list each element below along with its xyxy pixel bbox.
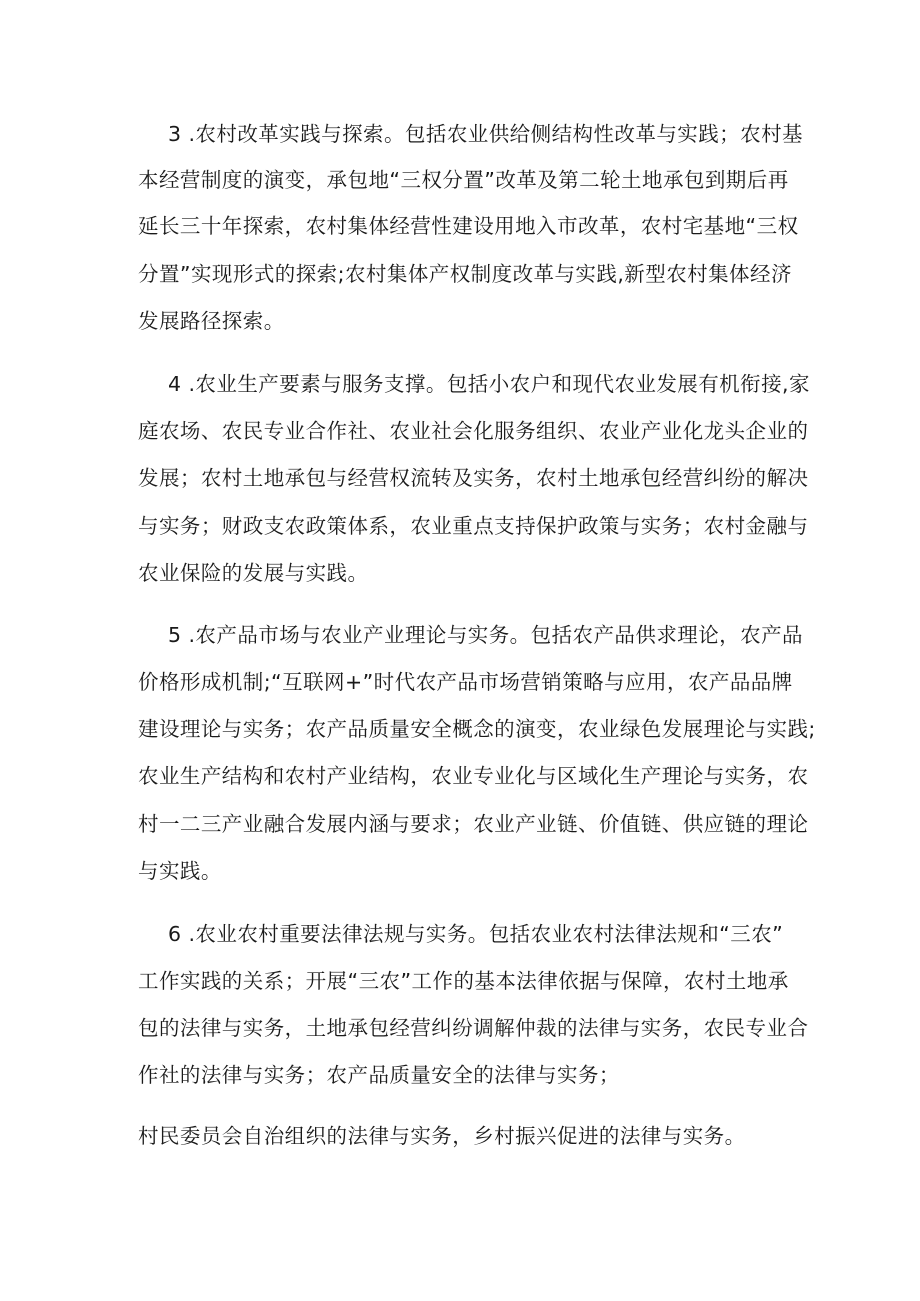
- text-line: 村民委员会自治组织的法律与实务，乡村振兴促进的法律与实务。: [138, 1124, 746, 1148]
- text-line: 5 .农产品市场与农业产业理论与实务。包括农产品供求理论，农产品: [168, 623, 803, 647]
- text-line: 发展；农村土地承包与经营权流转及实务，农村土地承包经营纠纷的解决: [138, 466, 809, 490]
- text-line: 4 .农业生产要素与服务支撑。包括小农户和现代农业发展有机衔接,家: [168, 372, 810, 396]
- text-line: 村一二三产业融合发展内涵与要求；农业产业链、价值链、供应链的理论: [138, 812, 809, 836]
- text-line: 6 .农业农村重要法律法规与实务。包括农业农村法律法规和“三农”: [168, 922, 784, 946]
- text-line: 建设理论与实务；农产品质量安全概念的演变，农业绿色发展理论与实践;: [138, 717, 816, 741]
- text-line: 与实务；财政支农政策体系，农业重点支持保护政策与实务；农村金融与: [138, 514, 809, 538]
- text-line: 农业生产结构和农村产业结构，农业专业化与区域化生产理论与实务，农: [138, 764, 809, 788]
- text-line: 发展路径探索。: [138, 309, 285, 333]
- text-line: 农业保险的发展与实践。: [138, 561, 369, 585]
- text-line: 作社的法律与实务；农产品质量安全的法律与实务；: [138, 1063, 620, 1087]
- text-line: 工作实践的关系；开展“三农”工作的基本法律依据与保障，农村土地承: [138, 969, 789, 993]
- text-line: 3 .农村改革实践与探索。包括农业供给侧结构性改革与实践；农村基: [168, 122, 803, 146]
- text-line: 分置”实现形式的探索;农村集体产权制度改革与实践,新型农村集体经济: [138, 262, 792, 286]
- text-line: 与实践。: [138, 859, 222, 883]
- text-line: 本经营制度的演变，承包地“三权分置”改革及第二轮土地承包到期后再: [138, 168, 789, 192]
- text-line: 价格形成机制;“互联网+”时代农产品市场营销策略与应用，农产品品牌: [138, 670, 793, 694]
- text-line: 包的法律与实务，土地承包经营纠纷调解仲裁的法律与实务，农民专业合: [138, 1016, 809, 1040]
- text-line: 延长三十年探索，农村集体经营性建设用地入市改革，农村宅基地“三权: [138, 214, 799, 238]
- text-line: 庭农场、农民专业合作社、农业社会化服务组织、农业产业化龙头企业的: [138, 419, 809, 443]
